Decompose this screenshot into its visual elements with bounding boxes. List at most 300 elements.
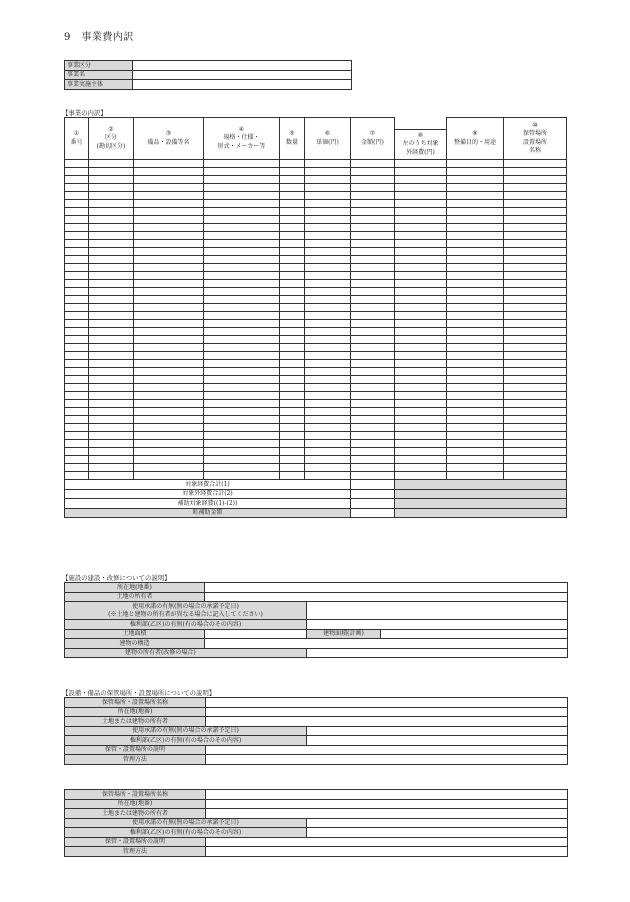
table-cell[interactable] [351,296,395,304]
table-cell[interactable] [351,472,395,480]
table-cell[interactable] [305,424,351,432]
table-cell[interactable] [504,336,567,344]
table-cell[interactable] [351,424,395,432]
table-cell[interactable] [280,448,305,456]
table-cell[interactable] [447,312,504,320]
table-cell[interactable] [504,456,567,464]
table-cell[interactable] [395,448,447,456]
table-cell[interactable] [351,256,395,264]
table-cell[interactable] [395,336,447,344]
table-cell[interactable] [204,400,280,408]
table-cell[interactable] [134,184,204,192]
table-cell[interactable] [65,240,89,248]
table-cell[interactable] [351,368,395,376]
table-cell[interactable] [65,320,89,328]
table-cell[interactable] [89,168,134,176]
table-cell[interactable] [280,200,305,208]
table-cell[interactable] [204,408,280,416]
table-cell[interactable] [351,232,395,240]
table-cell[interactable] [395,160,447,168]
table-cell[interactable] [351,320,395,328]
table-cell[interactable] [89,288,134,296]
table-cell[interactable] [351,464,395,472]
hokan-input[interactable] [206,790,568,800]
table-cell[interactable] [351,416,395,424]
table-cell[interactable] [504,376,567,384]
table-cell[interactable] [395,424,447,432]
table-cell[interactable] [504,472,567,480]
table-cell[interactable] [204,248,280,256]
shisetsu-building-owner-input[interactable] [307,648,568,658]
table-cell[interactable] [305,176,351,184]
table-cell[interactable] [204,192,280,200]
table-cell[interactable] [280,232,305,240]
table-cell[interactable] [280,264,305,272]
table-cell[interactable] [447,328,504,336]
table-cell[interactable] [504,360,567,368]
table-cell[interactable] [504,408,567,416]
table-cell[interactable] [395,472,447,480]
table-cell[interactable] [447,464,504,472]
table-cell[interactable] [305,256,351,264]
table-cell[interactable] [305,200,351,208]
table-cell[interactable] [395,288,447,296]
shisetsu-building-area-input[interactable] [381,629,568,639]
table-cell[interactable] [65,432,89,440]
table-cell[interactable] [134,240,204,248]
table-cell[interactable] [395,392,447,400]
table-cell[interactable] [89,472,134,480]
table-cell[interactable] [134,272,204,280]
table-cell[interactable] [89,416,134,424]
table-cell[interactable] [134,280,204,288]
table-cell[interactable] [204,296,280,304]
table-cell[interactable] [89,224,134,232]
table-cell[interactable] [305,416,351,424]
table-cell[interactable] [504,176,567,184]
table-cell[interactable] [504,424,567,432]
table-cell[interactable] [504,192,567,200]
table-cell[interactable] [134,408,204,416]
table-cell[interactable] [305,184,351,192]
table-cell[interactable] [280,296,305,304]
table-cell[interactable] [447,264,504,272]
table-cell[interactable] [447,384,504,392]
table-cell[interactable] [65,384,89,392]
table-cell[interactable] [134,224,204,232]
table-cell[interactable] [204,168,280,176]
table-cell[interactable] [447,184,504,192]
table-cell[interactable] [204,328,280,336]
table-cell[interactable] [280,336,305,344]
table-cell[interactable] [204,360,280,368]
table-cell[interactable] [447,432,504,440]
table-cell[interactable] [280,456,305,464]
table-cell[interactable] [447,368,504,376]
table-cell[interactable] [89,320,134,328]
table-cell[interactable] [305,216,351,224]
table-cell[interactable] [65,440,89,448]
table-cell[interactable] [447,296,504,304]
table-cell[interactable] [504,464,567,472]
table-cell[interactable] [280,400,305,408]
table-cell[interactable] [204,264,280,272]
table-cell[interactable] [280,424,305,432]
table-cell[interactable] [65,168,89,176]
table-cell[interactable] [89,256,134,264]
table-cell[interactable] [65,352,89,360]
hokan-input[interactable] [206,799,568,809]
table-cell[interactable] [447,408,504,416]
table-cell[interactable] [134,288,204,296]
table-cell[interactable] [204,160,280,168]
table-cell[interactable] [447,320,504,328]
table-cell[interactable] [395,304,447,312]
table-cell[interactable] [65,416,89,424]
info-input-jisshi-shutai[interactable] [133,80,352,90]
table-cell[interactable] [395,224,447,232]
table-cell[interactable] [134,176,204,184]
table-cell[interactable] [305,264,351,272]
table-cell[interactable] [204,464,280,472]
table-cell[interactable] [65,192,89,200]
table-cell[interactable] [89,408,134,416]
table-cell[interactable] [89,368,134,376]
table-cell[interactable] [204,448,280,456]
table-cell[interactable] [65,304,89,312]
table-cell[interactable] [204,224,280,232]
table-cell[interactable] [89,352,134,360]
table-cell[interactable] [351,384,395,392]
table-cell[interactable] [134,296,204,304]
table-cell[interactable] [447,456,504,464]
table-cell[interactable] [305,408,351,416]
table-cell[interactable] [395,416,447,424]
table-cell[interactable] [65,288,89,296]
table-cell[interactable] [395,256,447,264]
table-cell[interactable] [89,424,134,432]
table-cell[interactable] [89,208,134,216]
table-cell[interactable] [204,368,280,376]
table-cell[interactable] [204,304,280,312]
table-cell[interactable] [280,464,305,472]
table-cell[interactable] [305,336,351,344]
table-cell[interactable] [504,288,567,296]
table-cell[interactable] [280,256,305,264]
table-cell[interactable] [89,464,134,472]
table-cell[interactable] [65,160,89,168]
table-cell[interactable] [504,256,567,264]
table-cell[interactable] [134,336,204,344]
table-cell[interactable] [447,344,504,352]
table-cell[interactable] [395,240,447,248]
table-cell[interactable] [89,176,134,184]
table-cell[interactable] [280,224,305,232]
table-cell[interactable] [280,176,305,184]
table-cell[interactable] [351,176,395,184]
table-cell[interactable] [447,360,504,368]
table-cell[interactable] [134,392,204,400]
table-cell[interactable] [305,352,351,360]
table-cell[interactable] [504,280,567,288]
table-cell[interactable] [447,208,504,216]
table-cell[interactable] [204,472,280,480]
table-cell[interactable] [89,216,134,224]
table-cell[interactable] [447,352,504,360]
table-cell[interactable] [447,416,504,424]
table-cell[interactable] [395,352,447,360]
table-cell[interactable] [134,416,204,424]
table-cell[interactable] [447,280,504,288]
hokan-input[interactable] [206,717,568,727]
table-cell[interactable] [204,184,280,192]
table-cell[interactable] [504,312,567,320]
table-cell[interactable] [89,232,134,240]
table-cell[interactable] [395,320,447,328]
table-cell[interactable] [89,360,134,368]
table-cell[interactable] [280,312,305,320]
table-cell[interactable] [89,432,134,440]
table-cell[interactable] [204,392,280,400]
table-cell[interactable] [134,472,204,480]
table-cell[interactable] [447,376,504,384]
table-cell[interactable] [134,368,204,376]
table-cell[interactable] [305,224,351,232]
table-cell[interactable] [305,360,351,368]
table-cell[interactable] [351,392,395,400]
table-cell[interactable] [395,400,447,408]
table-cell[interactable] [65,328,89,336]
table-cell[interactable] [305,440,351,448]
table-cell[interactable] [351,248,395,256]
table-cell[interactable] [65,456,89,464]
table-cell[interactable] [204,200,280,208]
table-cell[interactable] [395,432,447,440]
table-cell[interactable] [447,248,504,256]
hokan-input[interactable] [206,847,568,857]
table-cell[interactable] [65,344,89,352]
table-cell[interactable] [89,400,134,408]
table-cell[interactable] [65,208,89,216]
table-cell[interactable] [395,360,447,368]
table-cell[interactable] [134,344,204,352]
table-cell[interactable] [447,400,504,408]
hokan-input[interactable] [206,745,568,755]
total-hojo-taishou-input[interactable] [351,499,395,509]
table-cell[interactable] [204,280,280,288]
table-cell[interactable] [447,192,504,200]
table-cell[interactable] [305,232,351,240]
table-cell[interactable] [351,440,395,448]
table-cell[interactable] [280,368,305,376]
table-cell[interactable] [65,464,89,472]
table-cell[interactable] [395,168,447,176]
table-cell[interactable] [134,304,204,312]
table-cell[interactable] [447,336,504,344]
table-cell[interactable] [134,352,204,360]
table-cell[interactable] [504,432,567,440]
table-cell[interactable] [280,472,305,480]
table-cell[interactable] [305,280,351,288]
table-cell[interactable] [89,328,134,336]
table-cell[interactable] [351,448,395,456]
shisetsu-land-owner-input[interactable] [205,592,568,602]
table-cell[interactable] [395,328,447,336]
table-cell[interactable] [134,200,204,208]
table-cell[interactable] [89,272,134,280]
table-cell[interactable] [204,216,280,224]
table-cell[interactable] [134,360,204,368]
table-cell[interactable] [504,168,567,176]
table-cell[interactable] [395,376,447,384]
table-cell[interactable] [65,400,89,408]
table-cell[interactable] [280,240,305,248]
table-cell[interactable] [504,448,567,456]
table-cell[interactable] [204,384,280,392]
table-cell[interactable] [65,264,89,272]
table-cell[interactable] [65,360,89,368]
table-cell[interactable] [305,384,351,392]
table-cell[interactable] [65,408,89,416]
table-cell[interactable] [305,464,351,472]
table-cell[interactable] [351,456,395,464]
table-cell[interactable] [204,240,280,248]
table-cell[interactable] [351,160,395,168]
table-cell[interactable] [351,264,395,272]
table-cell[interactable] [89,392,134,400]
table-cell[interactable] [280,328,305,336]
table-cell[interactable] [351,304,395,312]
table-cell[interactable] [504,208,567,216]
table-cell[interactable] [89,344,134,352]
table-cell[interactable] [89,264,134,272]
table-cell[interactable] [65,336,89,344]
table-cell[interactable] [89,280,134,288]
table-cell[interactable] [65,448,89,456]
table-cell[interactable] [447,472,504,480]
table-cell[interactable] [204,456,280,464]
table-cell[interactable] [134,376,204,384]
table-cell[interactable] [447,176,504,184]
table-cell[interactable] [351,376,395,384]
table-cell[interactable] [504,392,567,400]
table-cell[interactable] [204,440,280,448]
table-cell[interactable] [504,272,567,280]
table-cell[interactable] [65,256,89,264]
table-cell[interactable] [305,312,351,320]
table-cell[interactable] [89,248,134,256]
table-cell[interactable] [305,320,351,328]
table-cell[interactable] [504,200,567,208]
table-cell[interactable] [280,288,305,296]
table-cell[interactable] [280,416,305,424]
table-cell[interactable] [351,208,395,216]
table-cell[interactable] [134,160,204,168]
table-cell[interactable] [504,224,567,232]
shisetsu-land-area-input[interactable] [205,629,307,639]
table-cell[interactable] [134,208,204,216]
table-cell[interactable] [89,376,134,384]
table-cell[interactable] [89,184,134,192]
table-cell[interactable] [395,312,447,320]
table-cell[interactable] [504,184,567,192]
table-cell[interactable] [395,232,447,240]
table-cell[interactable] [504,240,567,248]
table-cell[interactable] [305,368,351,376]
table-cell[interactable] [305,456,351,464]
table-cell[interactable] [351,352,395,360]
table-cell[interactable] [395,200,447,208]
table-cell[interactable] [351,408,395,416]
table-cell[interactable] [504,216,567,224]
table-cell[interactable] [351,184,395,192]
table-cell[interactable] [280,248,305,256]
hokan-input[interactable] [307,726,568,736]
table-cell[interactable] [204,232,280,240]
table-cell[interactable] [447,216,504,224]
table-cell[interactable] [134,456,204,464]
table-cell[interactable] [89,440,134,448]
table-cell[interactable] [204,352,280,360]
table-cell[interactable] [134,328,204,336]
table-cell[interactable] [447,256,504,264]
table-cell[interactable] [447,392,504,400]
table-cell[interactable] [305,272,351,280]
table-cell[interactable] [447,304,504,312]
table-cell[interactable] [134,168,204,176]
table-cell[interactable] [351,240,395,248]
table-cell[interactable] [280,408,305,416]
table-cell[interactable] [65,184,89,192]
table-cell[interactable] [204,416,280,424]
table-cell[interactable] [134,320,204,328]
table-cell[interactable] [447,288,504,296]
shisetsu-structure-input[interactable] [205,639,568,649]
table-cell[interactable] [351,328,395,336]
table-cell[interactable] [504,400,567,408]
table-cell[interactable] [65,368,89,376]
table-cell[interactable] [280,192,305,200]
total-taishou-input[interactable] [351,480,395,490]
table-cell[interactable] [134,256,204,264]
table-cell[interactable] [447,240,504,248]
table-cell[interactable] [280,376,305,384]
table-cell[interactable] [305,248,351,256]
table-cell[interactable] [395,464,447,472]
total-taishougai-input[interactable] [351,489,395,499]
hokan-input[interactable] [307,828,568,838]
table-cell[interactable] [447,224,504,232]
table-cell[interactable] [305,400,351,408]
table-cell[interactable] [134,400,204,408]
table-cell[interactable] [504,416,567,424]
table-cell[interactable] [351,192,395,200]
table-cell[interactable] [351,224,395,232]
table-cell[interactable] [395,248,447,256]
table-cell[interactable] [305,328,351,336]
table-cell[interactable] [395,192,447,200]
table-cell[interactable] [305,392,351,400]
table-cell[interactable] [89,304,134,312]
table-cell[interactable] [305,448,351,456]
table-cell[interactable] [395,296,447,304]
table-cell[interactable] [395,264,447,272]
table-cell[interactable] [305,288,351,296]
table-cell[interactable] [351,168,395,176]
table-cell[interactable] [65,216,89,224]
table-cell[interactable] [504,384,567,392]
table-cell[interactable] [204,376,280,384]
